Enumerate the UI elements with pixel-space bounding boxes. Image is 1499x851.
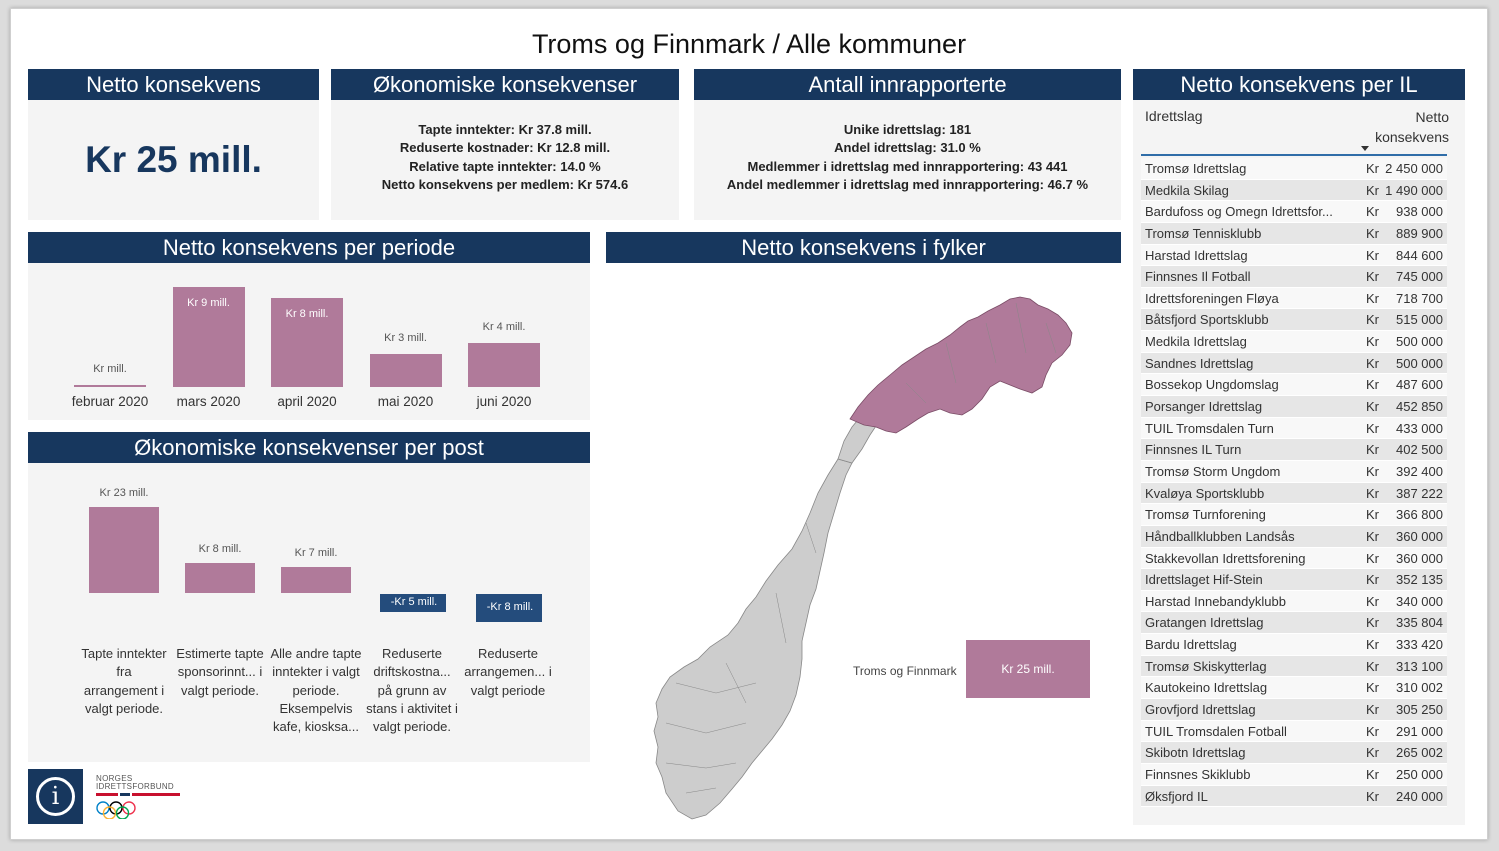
okonomiske-line: Reduserte kostnader: Kr 12.8 mill.: [399, 140, 611, 156]
olympic-rings-icon: [96, 793, 186, 819]
table-row[interactable]: [1141, 764, 1447, 786]
post-category-label: Tapte inntekter fra arrangement i valgt periode.: [81, 646, 167, 716]
row-club-name: Kautokeino Idrettslag: [1145, 680, 1268, 696]
row-currency: Kr: [1366, 334, 1379, 350]
fylke-value-label: Kr 25 mill.: [1001, 662, 1055, 676]
row-currency: Kr: [1366, 399, 1379, 415]
netto-value: Kr 25 mill.: [85, 139, 262, 180]
row-club-name: Tromsø Skiskytterlag: [1145, 658, 1267, 674]
post-category-label: Reduserte driftskostna... på grunn av stans i aktivitet i valgt periode.: [366, 646, 458, 735]
post-bar[interactable]: [89, 507, 159, 593]
row-value: 500 000: [1396, 334, 1443, 350]
periode-bar-label: Kr mill.: [93, 363, 127, 375]
row-club-name: Idrettsforeningen Fløya: [1145, 290, 1279, 306]
row-club-name: Tromsø Idrettslag: [1145, 161, 1247, 176]
row-value: 452 850: [1396, 399, 1443, 415]
row-club-name: Porsanger Idrettslag: [1145, 399, 1263, 415]
column-header-idrettslag[interactable]: Idrettslag: [1145, 108, 1203, 124]
row-currency: Kr: [1366, 766, 1379, 782]
table-header-divider: [1141, 154, 1447, 156]
post-category-label: Reduserte arrangemen... i valgt periode: [464, 646, 552, 698]
row-value: 500 000: [1396, 355, 1443, 371]
info-button[interactable]: [28, 769, 83, 824]
periode-x-label: mars 2020: [176, 394, 241, 409]
row-value: 402 500: [1396, 442, 1443, 458]
table-row[interactable]: [1141, 309, 1447, 331]
row-club-name: Sandnes Idrettslag: [1145, 355, 1254, 371]
okonomiske-card[interactable]: [331, 69, 679, 220]
table-row[interactable]: [1141, 461, 1447, 483]
row-club-name: Gratangen Idrettslag: [1145, 615, 1264, 631]
table-row[interactable]: [1141, 742, 1447, 764]
table-row[interactable]: [1141, 180, 1447, 202]
row-currency: Kr: [1366, 442, 1379, 458]
row-club-name: Finnsnes Il Fotball: [1145, 269, 1251, 285]
antall-card-header: Antall innrapporterte: [694, 69, 1121, 100]
page-title: Troms og Finnmark / Alle kommuner: [531, 29, 967, 59]
post-chart-header: Økonomiske konsekvenser per post: [28, 432, 590, 463]
per-il-header: Netto konsekvens per IL: [1133, 69, 1465, 100]
row-currency: Kr: [1366, 463, 1379, 479]
table-row[interactable]: [1141, 418, 1447, 440]
row-value: 265 002: [1396, 745, 1443, 761]
row-club-name: TUIL Tromsdalen Turn: [1145, 420, 1274, 436]
row-currency: Kr: [1366, 745, 1379, 761]
table-row[interactable]: [1141, 612, 1447, 634]
okonomiske-line: Tapte inntekter: Kr 37.8 mill.: [418, 122, 592, 137]
row-currency: Kr: [1366, 485, 1379, 501]
row-value: 718 700: [1396, 290, 1443, 306]
fylker-map-panel[interactable]: [606, 232, 1121, 832]
column-header-netto-konsekvens[interactable]: [1375, 108, 1449, 147]
nif-logo: [96, 775, 196, 825]
row-value: 844 600: [1396, 247, 1443, 263]
row-currency: Kr: [1366, 377, 1379, 393]
table-row[interactable]: [1141, 504, 1447, 526]
table-row[interactable]: [1141, 699, 1447, 721]
row-club-name: Idrettslaget Hif-Stein: [1145, 572, 1263, 588]
periode-x-label: februar 2020: [71, 394, 149, 409]
table-row[interactable]: [1141, 656, 1447, 678]
post-bar-label: -Kr 8 mill.: [486, 601, 534, 613]
row-club-name: Finnsnes Skiklubb: [1145, 766, 1251, 782]
row-currency: Kr: [1366, 507, 1379, 523]
row-currency: Kr: [1366, 355, 1379, 371]
okonomiske-lines: [331, 121, 679, 194]
okonomiske-card-header: Økonomiske konsekvenser: [331, 69, 679, 100]
antall-line: Unike idrettslag: 181: [843, 122, 972, 137]
netto-card[interactable]: [28, 69, 319, 220]
row-currency: Kr: [1366, 680, 1379, 696]
table-row[interactable]: [1141, 245, 1447, 267]
periode-chart-header: Netto konsekvens per periode: [28, 232, 590, 263]
post-bar-label: Kr 23 mill.: [99, 487, 149, 499]
row-club-name: Stakkevollan Idrettsforening: [1145, 550, 1306, 566]
table-row[interactable]: [1141, 266, 1447, 288]
logo-text: NORGES: [96, 774, 133, 783]
row-value: 366 800: [1396, 507, 1443, 523]
post-bar-label: Kr 8 mill.: [198, 543, 242, 555]
row-value: 305 250: [1396, 702, 1443, 718]
antall-card[interactable]: [694, 69, 1121, 220]
row-currency: Kr: [1366, 702, 1379, 718]
table-row[interactable]: [1141, 331, 1447, 353]
row-currency: Kr: [1366, 637, 1379, 653]
row-value: 352 135: [1396, 572, 1443, 588]
fylke-region-label: Troms og Finnmark: [853, 664, 957, 678]
per-il-table[interactable]: [1133, 69, 1465, 825]
row-value: 310 002: [1396, 680, 1443, 696]
row-club-name: Skibotn Idrettslag: [1145, 745, 1246, 761]
table-row[interactable]: [1141, 569, 1447, 591]
table-row[interactable]: [1141, 786, 1447, 808]
row-club-name: Tromsø Tennisklubb: [1145, 225, 1262, 241]
table-row[interactable]: [1141, 677, 1447, 699]
row-value: 340 000: [1396, 593, 1443, 609]
row-currency: Kr: [1366, 204, 1379, 220]
row-value: 250 000: [1396, 766, 1443, 782]
row-value: 433 000: [1396, 420, 1443, 436]
row-currency: Kr: [1366, 550, 1379, 566]
row-value: 335 804: [1396, 615, 1443, 631]
norway-map[interactable]: [606, 263, 1121, 832]
periode-bar-label: Kr 4 mill.: [482, 321, 526, 333]
map-region-troms-og-finnmark[interactable]: [850, 297, 1072, 433]
row-club-name: Øksfjord IL: [1145, 788, 1208, 804]
row-value: 487 600: [1396, 377, 1443, 393]
row-club-name: Medkila Idrettslag: [1145, 334, 1247, 350]
table-row[interactable]: [1141, 439, 1447, 461]
row-currency: Kr: [1366, 723, 1379, 739]
row-currency: Kr: [1366, 788, 1379, 804]
table-row[interactable]: [1141, 288, 1447, 310]
table-row[interactable]: [1141, 201, 1447, 223]
post-bar-label: Kr 7 mill.: [294, 547, 338, 559]
periode-bar[interactable]: [74, 385, 146, 387]
fylker-map-header: Netto konsekvens i fylker: [606, 232, 1121, 263]
table-row[interactable]: [1141, 396, 1447, 418]
sort-desc-icon[interactable]: [1361, 146, 1369, 151]
table-row[interactable]: [1141, 591, 1447, 613]
table-row[interactable]: [1141, 721, 1447, 743]
row-club-name: Harstad Idrettslag: [1145, 247, 1248, 263]
row-club-name: TUIL Tromsdalen Fotball: [1145, 723, 1287, 739]
row-club-name: Håndballklubben Landsås: [1145, 528, 1295, 544]
row-club-name: Harstad Innebandyklubb: [1145, 593, 1286, 609]
column-header-line: konsekvens: [1375, 128, 1449, 145]
periode-bar-label: Kr 8 mill.: [285, 308, 329, 320]
row-value: 387 222: [1396, 485, 1443, 501]
fylke-value-box[interactable]: [966, 640, 1090, 698]
row-value: 360 000: [1396, 528, 1443, 544]
row-club-name: Medkila Skilag: [1145, 182, 1229, 198]
row-club-name: Båtsfjord Sportsklubb: [1145, 312, 1269, 328]
post-bar[interactable]: [281, 567, 351, 593]
column-header-line: Netto: [1415, 109, 1449, 125]
antall-line: Andel idrettslag: 31.0 %: [834, 140, 981, 156]
info-icon: i: [36, 777, 75, 816]
antall-line: Andel medlemmer i idrettslag med innrapportering: 46.7 %: [726, 176, 1089, 192]
row-value: 745 000: [1396, 269, 1443, 285]
row-currency: Kr: [1366, 658, 1379, 674]
row-currency: Kr: [1366, 312, 1379, 328]
periode-x-label: juni 2020: [476, 394, 532, 409]
antall-lines: [694, 121, 1121, 194]
row-value: 2 450 000: [1385, 161, 1443, 176]
table-row[interactable]: [1141, 634, 1447, 656]
periode-bar[interactable]: [468, 343, 540, 387]
row-club-name: Bardufoss og Omegn Idrettsfor...: [1145, 204, 1333, 220]
table-row[interactable]: [1141, 374, 1447, 396]
post-bar-label: -Kr 5 mill.: [390, 596, 438, 608]
periode-bar-label: Kr 9 mill.: [187, 297, 230, 309]
periode-bar-label: Kr 3 mill.: [384, 332, 427, 344]
table-row[interactable]: [1141, 223, 1447, 245]
row-club-name: Tromsø Turnforening: [1145, 507, 1266, 523]
row-value: 392 400: [1396, 463, 1443, 479]
post-category-label: Estimerte tapte sponsorinnt... i valgt periode.: [176, 646, 264, 698]
row-club-name: Bossekop Ungdomslag: [1145, 377, 1279, 393]
row-club-name: Finnsnes IL Turn: [1145, 442, 1242, 458]
okonomiske-line: Relative tapte inntekter: 14.0 %: [409, 158, 601, 174]
row-currency: Kr: [1366, 290, 1379, 306]
row-value: 291 000: [1396, 723, 1443, 739]
table-row[interactable]: [1141, 353, 1447, 375]
periode-bar[interactable]: [370, 354, 442, 387]
row-value: 240 000: [1396, 788, 1443, 804]
periode-chart[interactable]: [28, 232, 590, 420]
row-club-name: Tromsø Storm Ungdom: [1145, 463, 1281, 479]
row-value: 1 490 000: [1385, 182, 1443, 198]
table-row[interactable]: [1141, 158, 1447, 180]
row-currency: Kr: [1366, 528, 1379, 544]
post-bar[interactable]: [185, 563, 255, 593]
post-chart[interactable]: [28, 432, 590, 762]
antall-line: Medlemmer i idrettslag med innrapportering: 43 441: [747, 158, 1068, 174]
row-currency: Kr: [1366, 572, 1379, 588]
row-value: 313 100: [1396, 658, 1443, 674]
periode-x-label: april 2020: [277, 394, 337, 409]
row-club-name: Grovfjord Idrettslag: [1145, 702, 1256, 718]
row-currency: Kr: [1366, 420, 1379, 436]
row-club-name: Kvaløya Sportsklubb: [1145, 485, 1265, 501]
table-body: [1141, 158, 1447, 807]
row-value: 360 000: [1396, 550, 1443, 566]
post-category-label: Alle andre tapte inntekter i valgt periode. Eksempelvis kafe, kiosksa...: [270, 646, 362, 735]
row-value: 889 900: [1396, 225, 1443, 241]
row-club-name: Bardu Idrettslag: [1145, 637, 1237, 653]
row-currency: Kr: [1366, 615, 1379, 631]
row-currency: Kr: [1366, 225, 1379, 241]
row-currency: Kr: [1366, 247, 1379, 263]
table-row[interactable]: [1141, 548, 1447, 570]
row-value: 333 420: [1396, 637, 1443, 653]
table-row[interactable]: [1141, 483, 1447, 505]
row-currency: Kr: [1366, 269, 1379, 285]
row-currency: Kr: [1366, 161, 1379, 176]
row-currency: Kr: [1366, 593, 1379, 609]
row-value: 515 000: [1396, 312, 1443, 328]
row-value: 938 000: [1396, 204, 1443, 220]
netto-card-header: Netto konsekvens: [28, 69, 319, 100]
logo-text: IDRETTSFORBUND: [96, 782, 174, 791]
table-row[interactable]: [1141, 526, 1447, 548]
periode-x-label: mai 2020: [377, 394, 434, 409]
okonomiske-line: Netto konsekvens per medlem: Kr 574.6: [381, 176, 629, 192]
row-currency: Kr: [1366, 182, 1379, 198]
